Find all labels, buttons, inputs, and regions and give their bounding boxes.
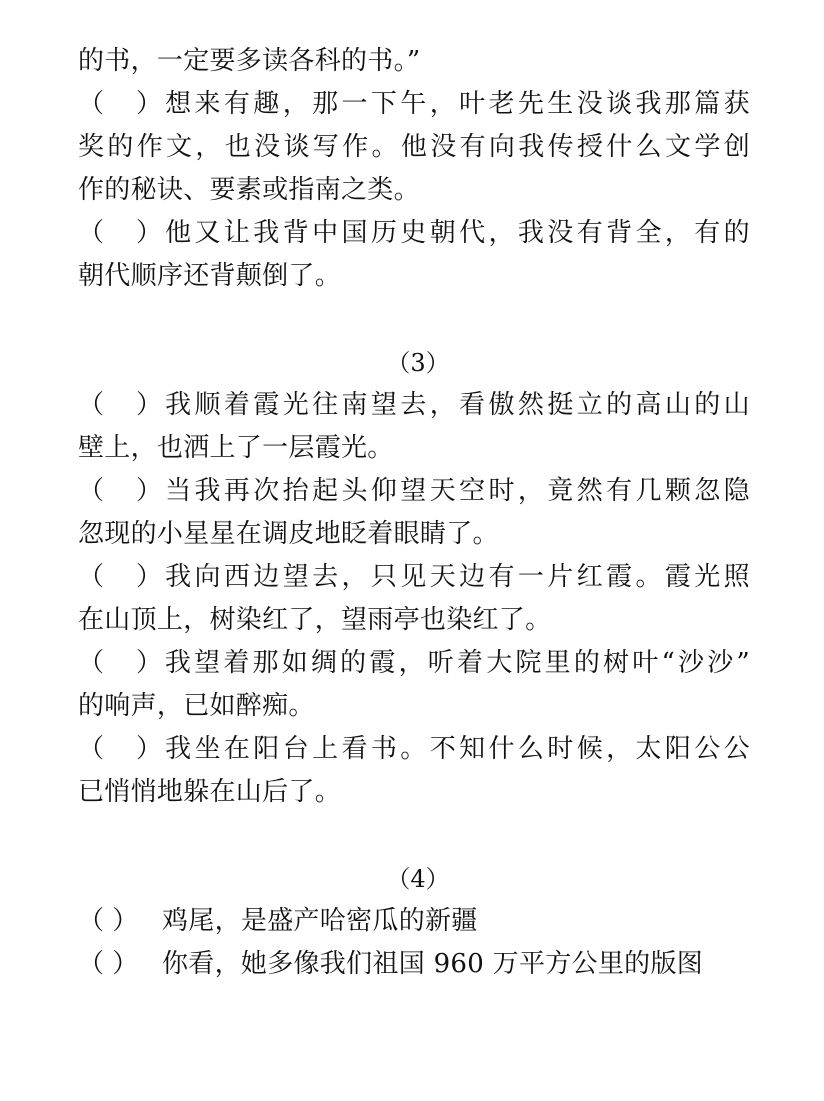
item-text: 我望着那如绸的霞，听着大院里的树叶“沙沙” xyxy=(162,648,750,678)
text-line: 在山顶上，树染红了，望雨亭也染红了。 xyxy=(78,605,552,635)
text-line: 壁上，也洒上了一层霞光。 xyxy=(78,433,394,463)
list-item xyxy=(78,728,750,771)
text-line: 的书，一定要多读各科的书。” xyxy=(78,46,421,76)
answer-blank[interactable]: （ ） xyxy=(78,562,162,592)
answer-blank[interactable]: （ ） xyxy=(78,218,162,248)
item-text: 我顺着霞光往南望去，看傲然挺立的高山的山 xyxy=(162,390,750,420)
list-item xyxy=(78,556,750,599)
item-text: 他又让我背中国历史朝代，我没有背全，有的 xyxy=(162,218,750,248)
answer-blank[interactable]: （ ） xyxy=(78,648,162,678)
answer-blank[interactable]: （ ） xyxy=(78,906,139,936)
list-item xyxy=(78,212,750,255)
section-heading: （4） xyxy=(386,865,450,893)
item-text: 我坐在阳台上看书。不知什么时候，太阳公公 xyxy=(162,734,750,764)
text-line: 的响声，已如醉痴。 xyxy=(78,691,315,721)
list-item xyxy=(78,900,750,943)
text-line: 忽现的小星星在调皮地眨着眼睛了。 xyxy=(78,519,499,549)
text-line: 已悄悄地躲在山后了。 xyxy=(78,777,342,807)
answer-blank[interactable]: （ ） xyxy=(78,949,139,979)
answer-blank[interactable]: （ ） xyxy=(78,89,162,119)
item-text: 鸡尾，是盛产哈密瓜的新疆 xyxy=(162,906,478,936)
text-line: 朝代顺序还背颠倒了。 xyxy=(78,261,342,291)
document-page xyxy=(78,40,750,986)
item-text: 当我再次抬起头仰望天空时，竟然有几颗忽隐 xyxy=(162,476,750,506)
item-text: 我向西边望去，只见天边有一片红霞。霞光照 xyxy=(162,562,750,592)
answer-blank[interactable]: （ ） xyxy=(78,476,162,506)
text-line: 作的秘诀、要素或指南之类。 xyxy=(78,175,420,205)
item-text: 想来有趣，那一下午，叶老先生没谈我那篇获 xyxy=(162,89,750,119)
item-text: 你看，她多像我们祖国 960 万平方公里的版图 xyxy=(162,949,704,979)
section-heading: （3） xyxy=(386,349,450,377)
list-item xyxy=(78,943,750,986)
list-item xyxy=(78,384,750,427)
list-item xyxy=(78,83,750,126)
text-line: 奖的作文，也没谈写作。他没有向我传授什么文学创 xyxy=(78,132,750,162)
list-item xyxy=(78,470,750,513)
answer-blank[interactable]: （ ） xyxy=(78,390,162,420)
list-item xyxy=(78,642,750,685)
answer-blank[interactable]: （ ） xyxy=(78,734,162,764)
